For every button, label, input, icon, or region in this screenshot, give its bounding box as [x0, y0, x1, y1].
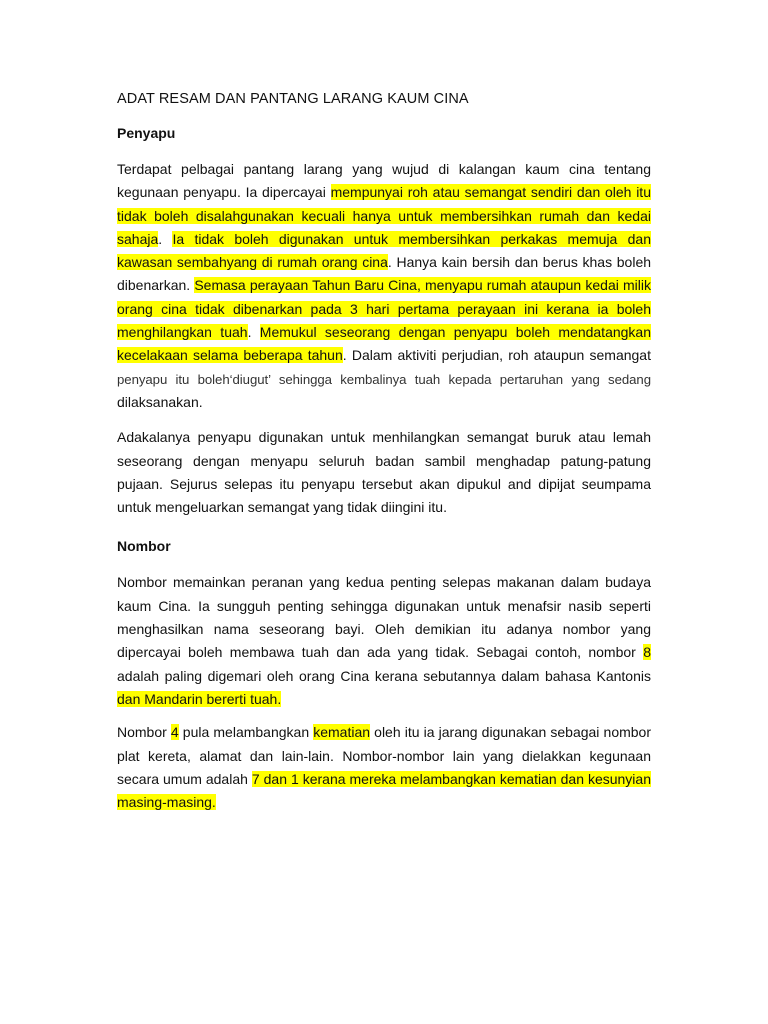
section-heading-penyapu: Penyapu	[117, 125, 176, 141]
text-run: .	[158, 230, 173, 247]
text-run: adalah paling digemari oleh orang Cina kerana sebutannya dalam bahasa Kantonis	[117, 667, 651, 684]
highlighted-text: dan Mandarin bererti tuah.	[117, 690, 282, 707]
highlighted-text: Ia tidak boleh digunakan untuk membersihkan perkakas memuja dan kawasan sembahyang di rumah orang cina	[117, 230, 651, 271]
text-run: .	[247, 324, 260, 341]
text-run: pula melambangkan	[178, 724, 314, 741]
section-heading-nombor: Nombor	[117, 538, 171, 555]
text-run: Nombor memainkan peranan yang kedua penting selepas makanan dalam budaya kaum Cina. Ia sungguh penting sehingga digunakan untuk menafsir nasib seperti menghasilkan nama seseorang bayi. Oleh demikian itu adanya nombor yang dipercayai boleh membawa tuah dan ada yang tidak. Sebagai contoh, nombor	[117, 574, 651, 661]
highlighted-text: Semasa perayaan Tahun Baru Cina, menyapu rumah ataupun kedai milik orang cina tidak dibenarkan pada 3 hari pertama perayaan ini kerana ia boleh menghilangkan tuah	[117, 277, 651, 341]
text-run-faint: penyapu itu boleh‘diugut’ sehingga kembalinya tuah kepada pertaruhan yang sedang	[117, 371, 651, 387]
highlighted-text: 8	[643, 644, 651, 661]
highlighted-text: Memukul seseorang dengan penyapu boleh mendatangkan kecelakaan selama beberapa tahun	[117, 324, 651, 364]
document-page	[117, 78, 651, 814]
paragraph-penyapu-1	[117, 158, 651, 414]
document-title: ADAT RESAM DAN PANTANG LARANG KAUM CINA	[117, 91, 469, 107]
highlighted-text: 7 dan 1 kerana mereka melambangkan kematian dan kesunyian masing-masing.	[117, 770, 651, 811]
text-run: dilaksanakan.	[117, 393, 203, 410]
text-run: . Hanya kain bersih dan berus khas boleh dibenarkan.	[117, 254, 652, 294]
text-run: oleh itu ia jarang digunakan sebagai nombor plat kereta, alamat dan lain-lain. Nombor-nombor lain yang dielakkan kegunaan secara umum adalah	[117, 724, 651, 787]
text-run: Terdapat pelbagai pantang larang yang wujud di kalangan kaum cina tentang kegunaan penyapu. Ia dipercayai	[117, 161, 651, 201]
text-run: . Dalam aktiviti perjudian, roh ataupun semangat	[342, 347, 651, 364]
paragraph-penyapu-2: Adakalanya penyapu digunakan untuk menhilangkan semangat buruk atau lemah seseorang dengan menyapu seluruh badan sambil menghadap patung-patung pujaan. Sejurus selepas itu penyapu tersebut akan dipukul and dipijat seumpama untuk mengeluarkan semangat yang tidak diingini itu.	[117, 429, 651, 516]
text-run: Nombor	[117, 724, 171, 741]
paragraph-nombor-2	[117, 721, 651, 814]
highlighted-text: mempunyai roh atau semangat sendiri dan oleh itu tidak boleh disalahgunakan kecuali hanya untuk membersihkan rumah dan kedai sahaja	[117, 184, 651, 247]
highlighted-text: 4	[170, 724, 179, 741]
paragraph-nombor-1	[117, 571, 651, 711]
highlighted-text: kematian	[313, 724, 371, 741]
